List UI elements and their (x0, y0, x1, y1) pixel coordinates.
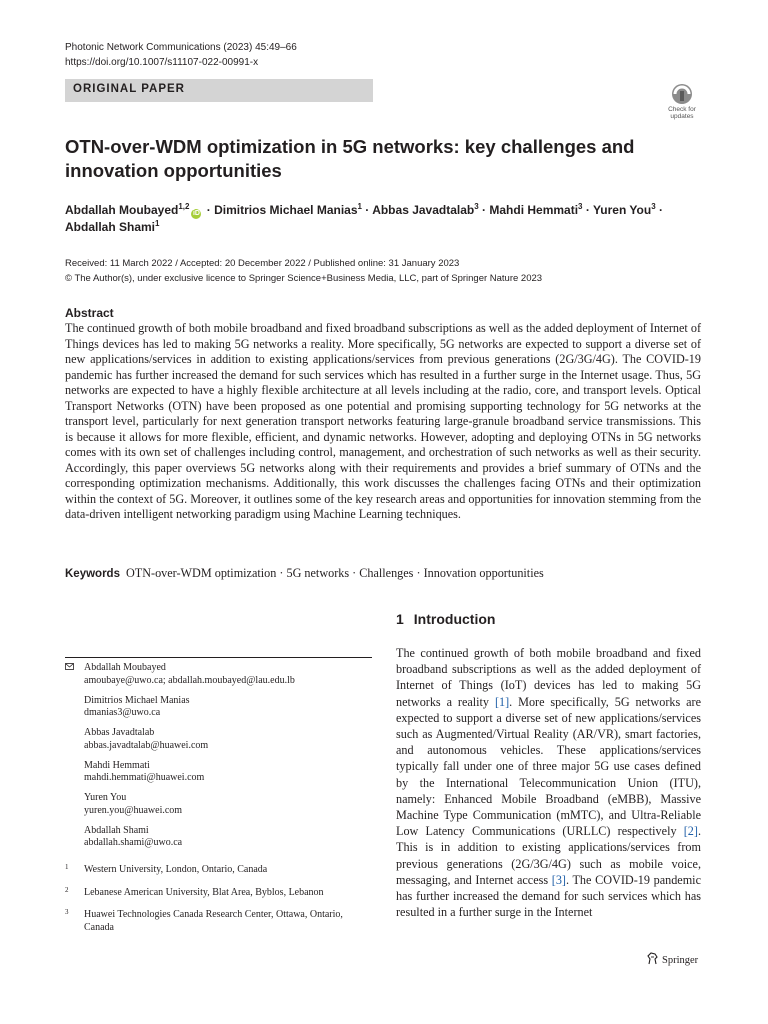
author-name[interactable]: Mahdi Hemmati (489, 203, 579, 217)
citation-link[interactable]: [3] (551, 872, 566, 887)
copyright-line: © The Author(s), under exclusive licence to Springer Science+Business Media, LLC, part of Springer Nature 2023 (65, 273, 543, 284)
check-updates-icon (664, 82, 700, 106)
citation-link[interactable]: [1] (494, 694, 510, 709)
author-affiliation-mark: 1 (357, 202, 362, 211)
contact-name: Dimitrios Michael Manias (84, 694, 190, 706)
journal-citation: Photonic Network Communications (2023) 45:49–66 (65, 42, 297, 53)
intro-text-part: . More specifically, 5G networks are expected to support a diverse set of new applications/services such as Augmented/Virtual Reality (AR/VR), smart factories, and autonomous vehicles. These applications/services typically fall under one of three major 5G use cases defined by the International Telecommunication Union (ITU), namely: Enhanced Mobile Broadband (eMBB), Massive Machine Type Communication (mMTC), and Ultra-Reliable Low Latency Communications (URLLC) respectively (396, 694, 702, 839)
article-type-banner (65, 79, 373, 102)
abstract-text: The continued growth of both mobile broadband and fixed broadband subscriptions as well as the added deployment of Internet of Things devices has led to making 5G networks a reality. More specifically, 5G networks are expected to support a diverse set of new applications/services in addition to existing applications/services from previous generations (2G/3G/4G). The COVID-19 pandemic has further increased the demand for such services which has resulted in a further surge in the Internet usage. Thus, 5G networks are expected to have a highly flexible architecture at all levels including at the radio, core, and transport levels. Optical Transport Networks (OTN) have been proposed as one potential and promising supporting technology for 5G networks at the transport level, particularly for next generation transport networks featuring large-granule broadband service transmissions. This is because it allows for more flexible, efficient, and dynamic networks. However, adopting and deploying OTNs in 5G networks comes with its own set of challenges including control, management, and orchestration of such networks as well as their security. Accordingly, this paper overviews 5G networks along with their requirements and provides a brief summary of OTNs and the corresponding optimization mechanisms. Additionally, this work discusses the challenges facing OTNs and their optimization within the context of 5G. Moreover, it outlines some of the key research areas and opportunities for innovation stemming from the data-driven intelligent networking paradigm using Machine Learning techniques. (65, 321, 701, 521)
contact-entry (65, 727, 375, 752)
contact-entry (65, 662, 375, 687)
affiliation-entry (65, 887, 375, 900)
check-updates-line1: Check for (668, 106, 696, 113)
affiliation-number: 2 (65, 885, 69, 894)
author-name[interactable]: Yuren You (592, 203, 652, 217)
author-separator: · (655, 203, 663, 217)
affiliation-text: Lebanese American University, Blat Area, Byblos, Lebanon (84, 886, 324, 898)
author-separator: · (203, 203, 215, 217)
check-for-updates-badge[interactable] (664, 82, 700, 124)
intro-text-part: The continued growth of both mobile broadband and fixed broadband subscriptions as well as the added deployment of Internet of Things (IoT) devices has led to making 5G networks a reality (396, 646, 701, 709)
affiliation-text: Western University, London, Ontario, Canada (84, 864, 268, 875)
affiliation-entry (65, 909, 375, 934)
contact-entry (65, 695, 375, 720)
author-affiliation-mark: 3 (474, 202, 479, 211)
check-updates-line2: updates (670, 113, 694, 120)
contact-name: Mahdi Hemmati (84, 759, 150, 771)
contact-email[interactable]: abdallah.shami@uwo.ca (84, 837, 183, 848)
contact-email[interactable]: dmanias3@uwo.ca (84, 707, 161, 718)
journal-header (65, 40, 297, 70)
author-name[interactable]: Abbas Javadtalab (372, 203, 475, 217)
orcid-icon[interactable]: iD (192, 210, 200, 217)
author-list (65, 202, 685, 236)
contact-name: Abdallah Shami (84, 824, 149, 836)
affiliation-number: 1 (65, 863, 69, 871)
affiliation-entry (65, 864, 375, 877)
contact-name: Abdallah Moubayed (84, 662, 166, 673)
introduction-text (396, 645, 701, 920)
paper-title: OTN-over-WDM optimization in 5G networks: key challenges and innovation opportunities (65, 136, 635, 181)
contact-name: Abbas Javadtalab (84, 727, 155, 738)
contact-entry (65, 760, 375, 785)
contact-email[interactable]: mahdi.hemmati@huawei.com (84, 772, 205, 783)
publisher-name: Springer (662, 955, 699, 966)
envelope-icon (65, 663, 74, 670)
author-name[interactable]: Dimitrios Michael Manias (214, 203, 358, 217)
author-name[interactable]: Abdallah Shami (65, 220, 156, 234)
section-title: Introduction (413, 611, 496, 627)
intro-text-part: . The COVID-19 pandemic has further increased the demand for such services which has resulted in a further surge in the Internet (396, 872, 701, 920)
doi-link[interactable]: https://doi.org/10.1007/s11107-022-00991-x (65, 57, 259, 68)
author-separator: · (361, 203, 373, 217)
contact-email[interactable]: yuren.you@huawei.com (84, 804, 183, 816)
article-type-label: ORIGINAL PAPER (73, 83, 185, 95)
contact-entry (65, 825, 375, 850)
author-affiliation-mark: 1,2 (178, 202, 190, 211)
section-heading-introduction (396, 611, 495, 627)
author-separator: · (478, 203, 490, 217)
affiliation-number: 3 (65, 908, 69, 916)
contact-entry (65, 792, 375, 817)
affiliation-text: Huawei Technologies Canada Research Center, Ottawa, Ontario, Canada (84, 909, 343, 933)
section-number: 1 (396, 611, 404, 627)
publisher-footer (647, 952, 698, 966)
contact-list (65, 662, 375, 857)
keywords-text: OTN-over-WDM optimization · 5G networks · Challenges · Innovation opportunities (125, 566, 544, 580)
history-dates: Received: 11 March 2022 / Accepted: 20 December 2022 / Published online: 31 January 2023 (65, 258, 460, 269)
springer-horse-icon (647, 952, 659, 965)
author-affiliation-mark: 3 (578, 202, 583, 211)
author-affiliation-mark: 3 (651, 202, 656, 211)
intro-text-part: . This is in addition to existing applications/services from previous generations (2G/3G/4G) such as mobile voice, messaging, and Internet access (396, 824, 701, 887)
keywords-label: Keywords (65, 568, 120, 580)
citation-link[interactable]: [2] (683, 824, 698, 839)
abstract-heading: Abstract (65, 306, 114, 320)
author-separator: · (582, 203, 593, 217)
contact-name: Yuren You (84, 792, 127, 803)
keywords (65, 566, 544, 581)
contact-email[interactable]: amoubaye@uwo.ca; abdallah.moubayed@lau.edu.lb (84, 674, 295, 686)
contact-email[interactable]: abbas.javadtalab@huawei.com (84, 739, 209, 751)
author-name[interactable]: Abdallah Moubayed (65, 203, 179, 217)
author-affiliation-mark: 1 (155, 219, 160, 228)
affiliation-list (65, 864, 375, 944)
footnote-divider (65, 657, 372, 658)
publication-history (65, 256, 542, 286)
